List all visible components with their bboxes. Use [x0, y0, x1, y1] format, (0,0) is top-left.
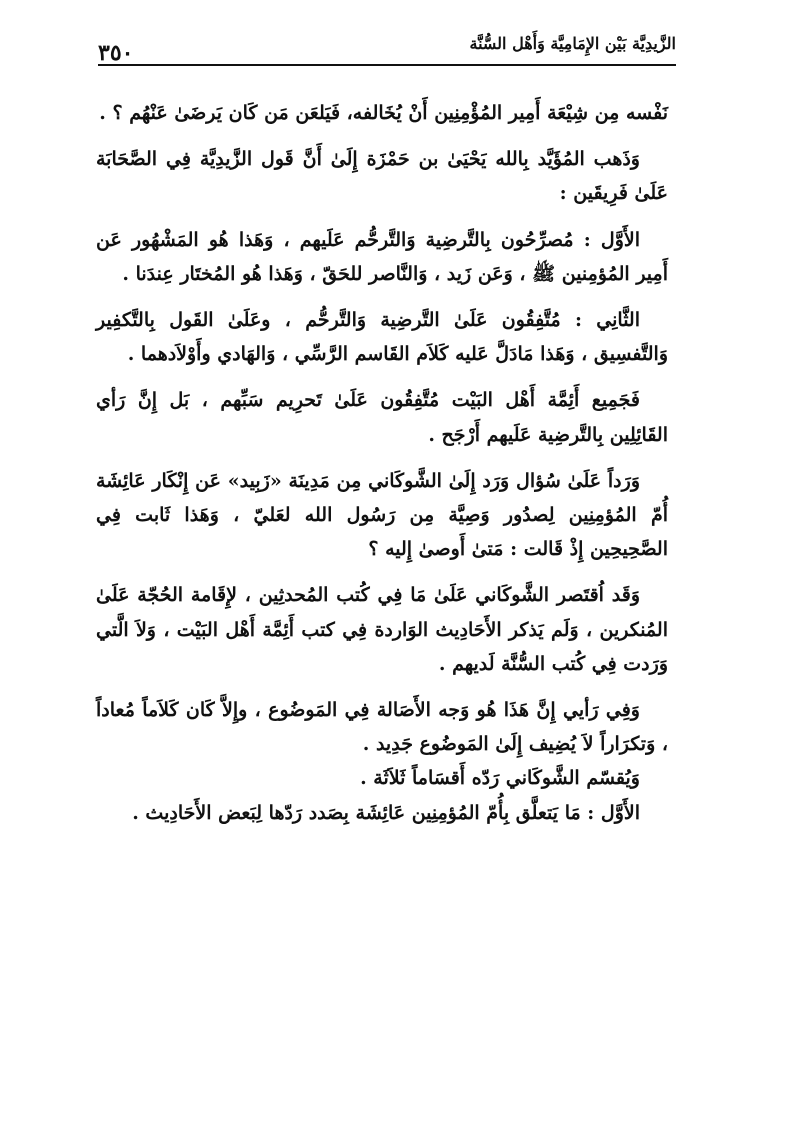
running-title: الزَّيدِيَّة بَيْن الإِمَامِيَّة وَأَهْل السُّنَّة	[469, 34, 676, 53]
page-number: ٣٥٠	[98, 40, 134, 66]
paragraph: الأَوَّل : مُصرِّحُون بِالتَّرضِية وَالتَّرحُّم عَلَيهم ، وَهَذا هُو المَشْهُور عَن أَمِير المُؤمِنين ﷺ ، وَعَن زَيد ، وَالنَّاصر للحَقّ ، وَهَذا هُو المُختَار عِندَنا .	[96, 228, 668, 285]
paragraph: وَيُقسّم الشَّوكَاني رَدّه أَقسَاماً ثَلاَثَة .	[360, 767, 640, 790]
paragraph: الثَّانِي : مُتَّفِقُون عَلَىٰ التَّرضِية وَالتَّرحُّم ، وعَلَىٰ القَول بِالتَّكفِير وَالتَّفسِيق ، وَهَذا مَادَلَّ عَليه كَلاَم القَاسم الرَّسِّي ، وَالهَادي وأَوْلاَدهما .	[96, 309, 668, 366]
header-rule	[98, 64, 676, 66]
paragraph: وَرَداً عَلَىٰ سُؤال وَرَد إِلَىٰ الشَّوكَاني مِن مَدِينَة «زَبِيد» عَن إِنْكَار عَائِشَة أُمّ المُؤمِنِين لِصدُور وَصِيَّة مِن رَسُول الله لعَليّ ، وَهَذا ثَابت فِي الصَّحِيحِين إِذْ قَالت : مَتىٰ أَوصىٰ إِليه ؟	[96, 469, 668, 561]
paragraph: وَفِي رَأيي إِنَّ هَذَا هُو وَجه الأَصَالة فِي المَوضُوع ، وإِلاَّ كَان كَلاَماً مُعاداً ، وَتكرَاراً لاَ يُضِيف إِلَىٰ المَوضُوع جَدِيد .	[96, 699, 668, 756]
paragraph: الأَوَّل : مَا يَتعلَّق بِأُمّ المُؤمِنِين عَائِشَة بِصَدد رَدّها لِبَعض الأَحَادِيث .	[132, 801, 640, 824]
paragraph: وَقَد اُقتَصر الشَّوكَاني عَلَىٰ مَا فِي كُتب المُحدثِين ، لإِقَامة الحُجّة عَلَىٰ المُنكرين ، وَلَم يَذكر الأَحَادِيث الوَاردة فِي كتب أَئِمَّة أَهْل البَيْت ، وَلاَ الَّتي وَرَدت فِي كُتب السُّنَّة لَديهم .	[96, 584, 668, 675]
paragraph: وَذَهب المُؤَيَّد بِالله يَحْيَىٰ بن حَمْزَة إِلَىٰ أَنَّ قَول الزَّيدِيَّة فِي الصَّحَابَة عَلَىٰ فَرِيقَين :	[96, 148, 668, 205]
paragraph: فَجَمِيع أَئِمَّة أَهْل البَيْت مُتَّفِقُون عَلَىٰ تَحرِيم سَبِّهم ، بَل إِنَّ رَأي القَائِلِين بِالتَّرضِية عَلَيهم أَرْجَح .	[96, 389, 668, 446]
body-text	[96, 96, 668, 842]
paragraph: نَفْسه مِن شِيْعَة أَمِير المُؤْمِنِين أَنْ يُخَالفه، فَيَلعَن مَن كَان يَرضَىٰ عَنْهُم ؟ .	[99, 102, 668, 124]
running-header	[98, 30, 676, 70]
